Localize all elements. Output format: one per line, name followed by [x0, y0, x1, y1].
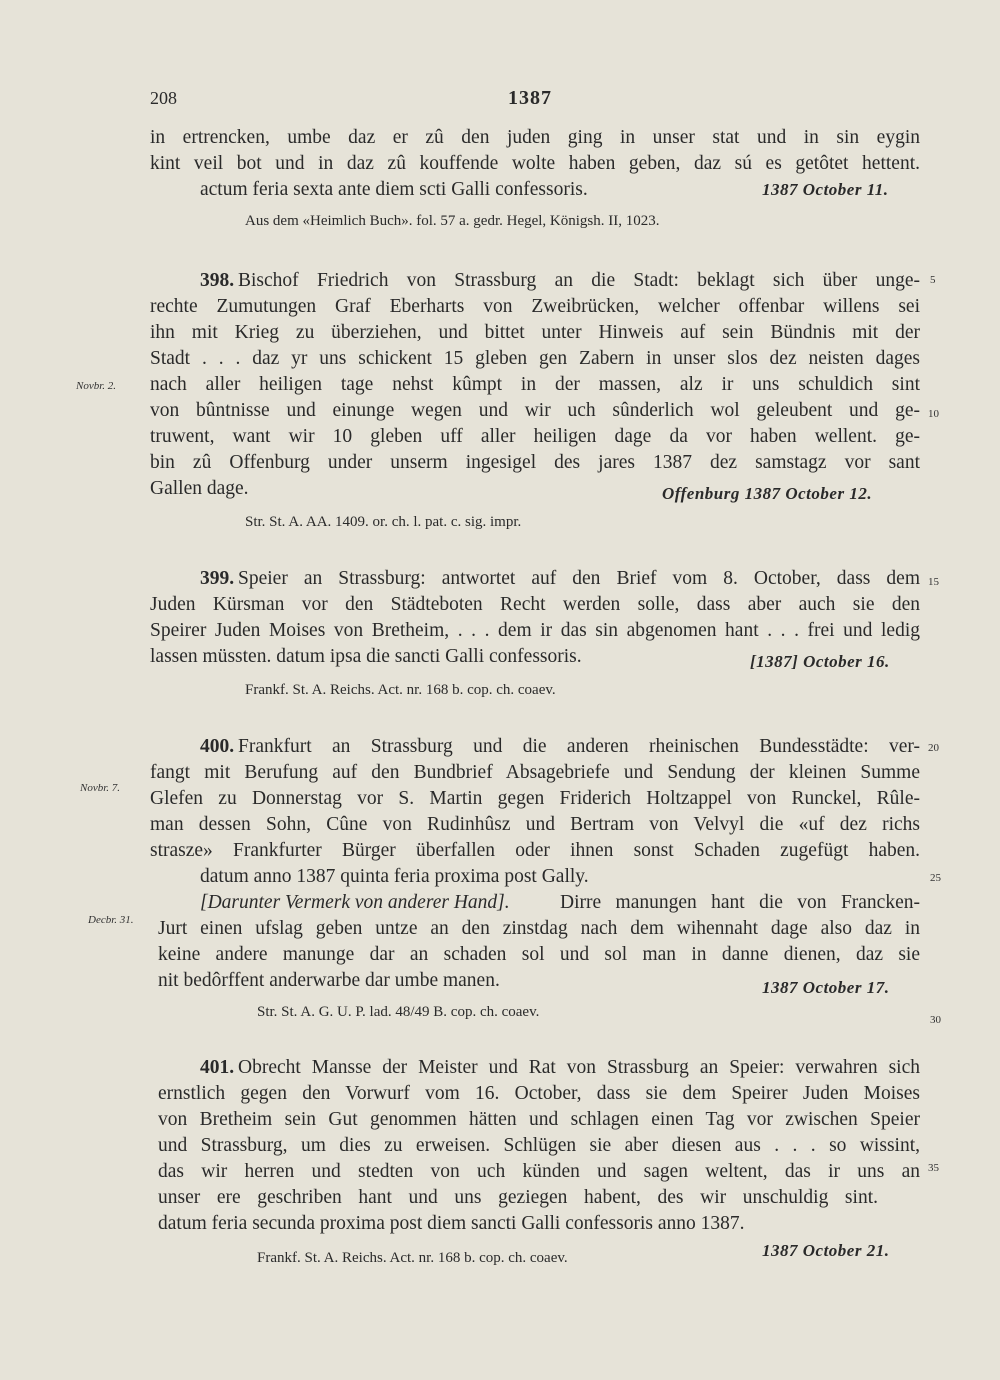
source-citation: Frankf. St. A. Reichs. Act. nr. 168 b. cop. ch. coaev. — [257, 1250, 568, 1266]
document-number: 401. — [200, 1057, 235, 1078]
text-line: datum feria secunda proxima post diem sancti Galli confessoris anno 1387. — [158, 1213, 745, 1234]
text-line: truwent, want wir 10 gleben uff aller heiligen dage da vor haben wellent. ge- — [150, 426, 920, 447]
text-line: Jurt einen ufslag geben untze an den zinstdag nach dem wihennaht dage also daz in — [158, 918, 920, 939]
source-citation: Aus dem «Heimlich Buch». fol. 57 a. gedr. Hegel, Königsh. II, 1023. — [245, 213, 660, 229]
text-line: das wir herren und stedten von uch künden und sagen weltent, das ir uns an — [158, 1161, 920, 1182]
text-line: Glefen zu Donnerstag vor S. Martin gegen Friderich Holtzappel von Runckel, Rûle- — [150, 788, 920, 809]
line-number: 5 — [930, 274, 936, 286]
text-line: kint veil bot und in daz zû kouffende wolte haben geben, daz sú es getôtet hettent. — [150, 153, 920, 174]
document-number: 399. — [200, 568, 235, 589]
text-line: actum feria sexta ante diem scti Galli confessoris. — [200, 179, 588, 200]
note-label: [Darunter Vermerk von anderer Hand]. — [200, 892, 510, 913]
text-line: strasze» Frankfurter Bürger überfallen oder ihnen sonst Schaden zugefügt haben. — [150, 840, 920, 861]
text-line: in ertrencken, umbe daz er zû den juden ging in unser stat und in sin eygin — [150, 127, 920, 148]
text-line: Obrecht Mansse der Meister und Rat von Strassburg an Speier: verwahren sich — [238, 1057, 920, 1078]
line-number: 15 — [928, 576, 939, 588]
text-line: Frankfurt an Strassburg und die anderen rheinischen Bundesstädte: ver- — [238, 736, 920, 757]
source-citation: Str. St. A. AA. 1409. or. ch. l. pat. c. sig. impr. — [245, 514, 522, 530]
document-date: [1387] October 16. — [750, 652, 890, 671]
document-number: 398. — [200, 270, 235, 291]
document-date: 1387 October 21. — [762, 1241, 890, 1260]
page-number: 208 — [150, 88, 177, 108]
text-line: rechte Zumutungen Graf Eberharts von Zweibrücken, welcher offenbar willens sei — [150, 296, 920, 317]
text-line: von bûntnisse und einunge wegen und wir uch sûnderlich wol geleubent und ge- — [150, 400, 920, 421]
text-line: unser ere geschriben hant und uns geziegen habent, des wir unschuldig sint. — [158, 1187, 878, 1208]
text-line: datum anno 1387 quinta feria proxima post Gally. — [200, 866, 589, 887]
text-line: Bischof Friedrich von Strassburg an die Stadt: beklagt sich über unge- — [238, 270, 920, 291]
line-number: 25 — [930, 872, 941, 884]
text-line: Stadt . . . daz yr uns schickent 15 gleben gen Zabern in unser slos dez neisten dages — [150, 348, 920, 369]
text-line: und Strassburg, um dies zu erweisen. Schlügen sie aber diesen aus . . . so wissint, — [158, 1135, 920, 1156]
text-line: nit bedôrffent anderwarbe dar umbe manen. — [158, 970, 500, 991]
text-line: nach aller heiligen tage nehst kûmpt in der massen, alz ir uns schuldich sint — [150, 374, 920, 395]
margin-note: Novbr. 7. — [80, 782, 121, 794]
text-line: Juden Kürsman vor den Städteboten Recht werden solle, dass aber auch sie den — [150, 594, 920, 615]
line-number: 20 — [928, 742, 939, 754]
document-number: 400. — [200, 736, 235, 757]
margin-note: Novbr. 2. — [76, 380, 117, 392]
source-citation: Str. St. A. G. U. P. lad. 48/49 B. cop. ch. coaev. — [257, 1004, 540, 1020]
text-line: man dessen Sohn, Cûne von Rudinhûsz und Bertram von Velvyl die «uf dez richs — [150, 814, 920, 835]
text-line: von Bretheim sein Gut genommen hätten und schlagen einen Tag vor zwischen Speier — [158, 1109, 920, 1130]
document-date: Offenburg 1387 October 12. — [662, 484, 873, 503]
page-year: 1387 — [508, 87, 552, 109]
text-line: fangt mit Berufung auf den Bundbrief Absagebriefe und Sendung der kleinen Summe — [150, 762, 920, 783]
text-line: Gallen dage. — [150, 478, 249, 499]
line-number: 10 — [928, 408, 939, 420]
document-date: 1387 October 17. — [762, 978, 890, 997]
margin-note: Decbr. 31. — [88, 914, 134, 926]
text-line: Speirer Juden Moises von Bretheim, . . . dem ir das sin abgenomen hant . . . frei und ledig — [150, 620, 920, 641]
text-line: Speier an Strassburg: antwortet auf den Brief vom 8. October, dass dem — [238, 568, 920, 589]
line-number: 30 — [930, 1014, 941, 1026]
text-line: ernstlich gegen den Vorwurf vom 16. October, dass sie dem Speirer Juden Moises — [158, 1083, 920, 1104]
document-date: 1387 October 11. — [762, 180, 889, 199]
text-line: keine andere manunge dar an schaden sol und sol man in danne dienen, daz sie — [158, 944, 920, 965]
source-citation: Frankf. St. A. Reichs. Act. nr. 168 b. cop. ch. coaev. — [245, 682, 556, 698]
text-line: Dirre manungen hant die von Francken- — [560, 892, 920, 913]
text-line: ihn mit Krieg zu überziehen, und bittet unter Hinweis auf sein Bündnis mit der — [150, 322, 920, 343]
text-line: lassen müssten. datum ipsa die sancti Galli confessoris. — [150, 646, 582, 667]
text-line: bin zû Offenburg under unserm ingesigel des jares 1387 dez samstagz vor sant — [150, 452, 920, 473]
line-number: 35 — [928, 1162, 939, 1174]
